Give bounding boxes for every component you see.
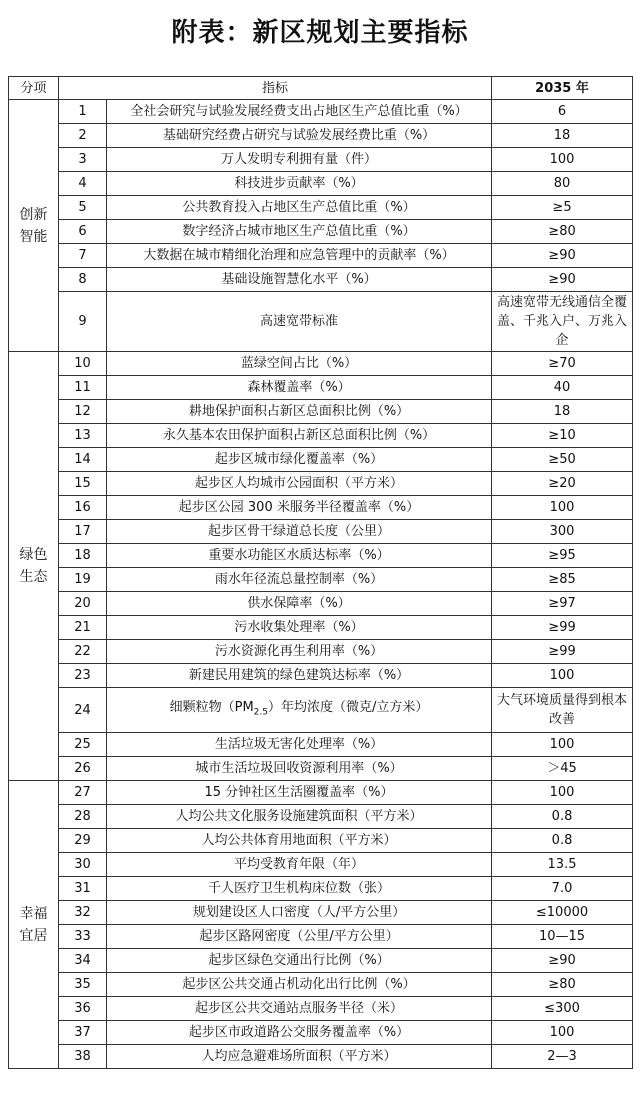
- indicator-cell: 起步区路网密度（公里/平方公里）: [107, 925, 492, 949]
- indicator-cell: 公共教育投入占地区生产总值比重（%）: [107, 196, 492, 220]
- row-number: 14: [59, 448, 107, 472]
- row-number: 35: [59, 973, 107, 997]
- indicator-cell: 污水资源化再生利用率（%）: [107, 640, 492, 664]
- indicator-cell: 人均应急避难场所面积（平方米）: [107, 1045, 492, 1069]
- table-row: [9, 829, 633, 853]
- table-row: [9, 568, 633, 592]
- table-row: [9, 244, 633, 268]
- value-cell: ≥5: [492, 196, 633, 220]
- row-number: 34: [59, 949, 107, 973]
- table-row: [9, 616, 633, 640]
- indicator-cell: 城市生活垃圾回收资源利用率（%）: [107, 757, 492, 781]
- row-number: 24: [59, 688, 107, 733]
- value-cell: 高速宽带无线通信全覆盖、千兆入户、万兆入企: [492, 292, 633, 352]
- table-row: [9, 196, 633, 220]
- indicator-cell: 起步区公园 300 米服务半径覆盖率（%）: [107, 496, 492, 520]
- category-cell: 创新 智能: [9, 100, 59, 352]
- indicator-cell: 永久基本农田保护面积占新区总面积比例（%）: [107, 424, 492, 448]
- row-number: 38: [59, 1045, 107, 1069]
- row-number: 2: [59, 124, 107, 148]
- value-cell: ≥90: [492, 268, 633, 292]
- indicator-cell: [107, 688, 492, 733]
- indicator-cell: 起步区公共交通占机动化出行比例（%）: [107, 973, 492, 997]
- row-number: 16: [59, 496, 107, 520]
- indicator-text: ）年均浓度（微克/立方米）: [268, 699, 429, 715]
- category-cell: 幸福 宜居: [9, 781, 59, 1069]
- table-row: [9, 544, 633, 568]
- table-row: [9, 640, 633, 664]
- row-number: 29: [59, 829, 107, 853]
- indicator-cell: 起步区城市绿化覆盖率（%）: [107, 448, 492, 472]
- table-row: [9, 877, 633, 901]
- row-number: 12: [59, 400, 107, 424]
- table-row: [9, 124, 633, 148]
- table-row: [9, 376, 633, 400]
- table-body: [9, 100, 633, 1069]
- indicator-cell: 起步区公共交通站点服务半径（米）: [107, 997, 492, 1021]
- row-number: 32: [59, 901, 107, 925]
- row-number: 33: [59, 925, 107, 949]
- value-cell: ≥20: [492, 472, 633, 496]
- value-cell: 100: [492, 664, 633, 688]
- row-number: 36: [59, 997, 107, 1021]
- value-cell: ≥95: [492, 544, 633, 568]
- table-row: [9, 757, 633, 781]
- value-cell: ≥80: [492, 973, 633, 997]
- indicator-cell: 起步区绿色交通出行比例（%）: [107, 949, 492, 973]
- row-number: 17: [59, 520, 107, 544]
- row-number: 30: [59, 853, 107, 877]
- indicator-cell: 科技进步贡献率（%）: [107, 172, 492, 196]
- value-cell: 2—3: [492, 1045, 633, 1069]
- value-cell: ≥70: [492, 352, 633, 376]
- indicator-cell: 千人医疗卫生机构床位数（张）: [107, 877, 492, 901]
- table-row: [9, 496, 633, 520]
- indicator-cell: 耕地保护面积占新区总面积比例（%）: [107, 400, 492, 424]
- row-number: 37: [59, 1021, 107, 1045]
- value-cell: 100: [492, 733, 633, 757]
- value-cell: 0.8: [492, 805, 633, 829]
- indicator-cell: 生活垃圾无害化处理率（%）: [107, 733, 492, 757]
- table-row: [9, 472, 633, 496]
- indicator-cell: 起步区人均城市公园面积（平方米）: [107, 472, 492, 496]
- row-number: 5: [59, 196, 107, 220]
- indicator-cell: 污水收集处理率（%）: [107, 616, 492, 640]
- indicator-cell: 全社会研究与试验发展经费支出占地区生产总值比重（%）: [107, 100, 492, 124]
- row-number: 6: [59, 220, 107, 244]
- indicator-cell: 起步区骨干绿道总长度（公里）: [107, 520, 492, 544]
- row-number: 10: [59, 352, 107, 376]
- row-number: 18: [59, 544, 107, 568]
- value-cell: 13.5: [492, 853, 633, 877]
- row-number: 23: [59, 664, 107, 688]
- table-header-row: [9, 77, 633, 100]
- table-row: [9, 901, 633, 925]
- row-number: 25: [59, 733, 107, 757]
- indicator-cell: 基础设施智慧化水平（%）: [107, 268, 492, 292]
- year-header: 2035 年: [492, 77, 633, 100]
- table-row: [9, 949, 633, 973]
- value-cell: 6: [492, 100, 633, 124]
- indicator-cell: 新建民用建筑的绿色建筑达标率（%）: [107, 664, 492, 688]
- table-row: [9, 664, 633, 688]
- table-row: [9, 424, 633, 448]
- value-cell: ≥85: [492, 568, 633, 592]
- indicator-cell: 平均受教育年限（年）: [107, 853, 492, 877]
- row-number: 8: [59, 268, 107, 292]
- row-number: 7: [59, 244, 107, 268]
- row-number: 28: [59, 805, 107, 829]
- row-number: 13: [59, 424, 107, 448]
- indicator-cell: 重要水功能区水质达标率（%）: [107, 544, 492, 568]
- row-number: 15: [59, 472, 107, 496]
- indicator-cell: 人均公共文化服务设施建筑面积（平方米）: [107, 805, 492, 829]
- row-number: 31: [59, 877, 107, 901]
- table-row: [9, 220, 633, 244]
- table-row: [9, 1045, 633, 1069]
- value-cell: 18: [492, 124, 633, 148]
- table-row: [9, 292, 633, 352]
- indicator-cell: 万人发明专利拥有量（件）: [107, 148, 492, 172]
- indicator-header: 指标: [59, 77, 492, 100]
- row-number: 20: [59, 592, 107, 616]
- table-row: [9, 925, 633, 949]
- category-cell: 绿色 生态: [9, 352, 59, 781]
- indicator-cell: 起步区市政道路公交服务覆盖率（%）: [107, 1021, 492, 1045]
- table-row: [9, 733, 633, 757]
- table-row: [9, 400, 633, 424]
- row-number: 11: [59, 376, 107, 400]
- value-cell: 40: [492, 376, 633, 400]
- indicator-table: [8, 76, 633, 1069]
- value-cell: 0.8: [492, 829, 633, 853]
- category-header: 分项: [9, 77, 59, 100]
- table-row: [9, 352, 633, 376]
- value-cell: ≤10000: [492, 901, 633, 925]
- value-cell: 10—15: [492, 925, 633, 949]
- indicator-cell: 15 分钟社区生活圈覆盖率（%）: [107, 781, 492, 805]
- value-cell: 300: [492, 520, 633, 544]
- table-row: [9, 781, 633, 805]
- value-cell: ＞45: [492, 757, 633, 781]
- value-cell: 18: [492, 400, 633, 424]
- value-cell: 大气环境质量得到根本改善: [492, 688, 633, 733]
- row-number: 26: [59, 757, 107, 781]
- value-cell: ≥10: [492, 424, 633, 448]
- indicator-cell: 蓝绿空间占比（%）: [107, 352, 492, 376]
- page-title: 附表：新区规划主要指标: [171, 18, 469, 48]
- row-number: 27: [59, 781, 107, 805]
- indicator-cell: 大数据在城市精细化治理和应急管理中的贡献率（%）: [107, 244, 492, 268]
- table-row: [9, 520, 633, 544]
- value-cell: 80: [492, 172, 633, 196]
- value-cell: ≥80: [492, 220, 633, 244]
- value-cell: 7.0: [492, 877, 633, 901]
- table-row: [9, 100, 633, 124]
- table-row: [9, 688, 633, 733]
- indicator-cell: 森林覆盖率（%）: [107, 376, 492, 400]
- value-cell: ≤300: [492, 997, 633, 1021]
- value-cell: 100: [492, 1021, 633, 1045]
- table-row: [9, 853, 633, 877]
- value-cell: ≥90: [492, 244, 633, 268]
- table-row: [9, 172, 633, 196]
- row-number: 3: [59, 148, 107, 172]
- indicator-cell: 雨水年径流总量控制率（%）: [107, 568, 492, 592]
- row-number: 22: [59, 640, 107, 664]
- row-number: 9: [59, 292, 107, 352]
- table-row: [9, 805, 633, 829]
- indicator-cell: 供水保障率（%）: [107, 592, 492, 616]
- table-row: [9, 1021, 633, 1045]
- table-row: [9, 997, 633, 1021]
- value-cell: 100: [492, 496, 633, 520]
- table-row: [9, 268, 633, 292]
- indicator-text: 细颗粒物（PM: [169, 699, 254, 715]
- table-row: [9, 592, 633, 616]
- table-row: [9, 448, 633, 472]
- value-cell: ≥99: [492, 616, 633, 640]
- indicator-cell: 数字经济占城市地区生产总值比重（%）: [107, 220, 492, 244]
- table-row: [9, 973, 633, 997]
- value-cell: ≥97: [492, 592, 633, 616]
- table-row: [9, 148, 633, 172]
- row-number: 21: [59, 616, 107, 640]
- indicator-cell: 基础研究经费占研究与试验发展经费比重（%）: [107, 124, 492, 148]
- row-number: 19: [59, 568, 107, 592]
- indicator-cell: 规划建设区人口密度（人/平方公里）: [107, 901, 492, 925]
- value-cell: 100: [492, 148, 633, 172]
- row-number: 4: [59, 172, 107, 196]
- value-cell: ≥99: [492, 640, 633, 664]
- indicator-subscript: 2.5: [253, 707, 268, 718]
- value-cell: ≥50: [492, 448, 633, 472]
- value-cell: 100: [492, 781, 633, 805]
- indicator-cell: 高速宽带标准: [107, 292, 492, 352]
- indicator-cell: 人均公共体育用地面积（平方米）: [107, 829, 492, 853]
- row-number: 1: [59, 100, 107, 124]
- value-cell: ≥90: [492, 949, 633, 973]
